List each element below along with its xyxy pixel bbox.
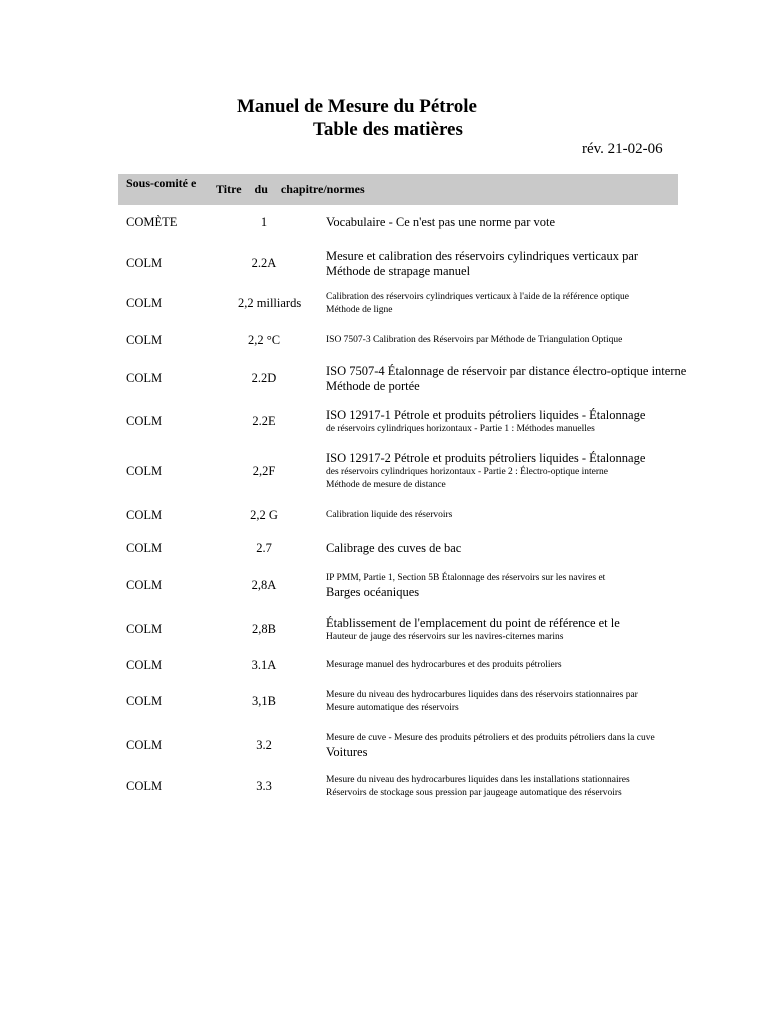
- chapter-title-line: Mesure du niveau des hydrocarbures liquides dans des réservoirs stationnaires par: [326, 690, 638, 700]
- document-title: Manuel de Mesure du Pétrole: [237, 96, 477, 117]
- subcommittee-cell: COLM: [126, 296, 163, 310]
- chapter-number-cell: 2.2A: [251, 256, 277, 270]
- chapter-number-cell: 3,1B: [252, 694, 276, 708]
- subcommittee-cell: COLM: [126, 332, 163, 347]
- chapter-number-cell: 3.2: [256, 738, 272, 752]
- chapter-number-cell: 2,2 G: [250, 507, 278, 522]
- table-header: [118, 174, 678, 205]
- chapter-number-cell: 2,2 °C: [247, 332, 281, 347]
- chapter-title-line: Mesure automatique des réservoirs: [326, 703, 459, 713]
- chapter-number-cell: 2,8A: [251, 578, 277, 592]
- chapter-title-cell: [326, 659, 676, 672]
- subcommittee-cell: COLM: [126, 414, 163, 428]
- chapter-title-line: Mesure et calibration des réservoirs cylindriques verticaux par: [326, 249, 639, 263]
- chapter-title-line: Méthode de strapage manuel: [326, 264, 471, 278]
- subcommittee-cell: COLM: [126, 578, 163, 592]
- chapter-number-cell: 2,8B: [252, 622, 276, 636]
- subcommittee-cell: COLM: [126, 463, 163, 478]
- chapter-title-line: Mesure de cuve - Mesure des produits pétroliers et des produits pétroliers dans la cuve: [326, 733, 655, 743]
- chapter-title-line: Hauteur de jauge des réservoirs sur les navires-citernes marins: [326, 632, 564, 642]
- chapter-title-cell: [326, 689, 676, 715]
- chapter-title-line: Mesure du niveau des hydrocarbures liquides dans les installations stationnaires: [326, 775, 630, 785]
- revision-date: rév. 21-02-06: [582, 141, 663, 157]
- chapter-title-line: ISO 12917-1 Pétrole et produits pétroliers liquides - Étalonnage: [326, 408, 646, 422]
- chapter-title-line: IP PMM, Partie 1, Section 5B Étalonnage des réservoirs sur les navires et: [326, 573, 606, 583]
- chapter-title-line: Calibration liquide des réservoirs: [326, 510, 453, 520]
- header-subcommittee: Sous-comité e: [126, 176, 197, 190]
- chapter-title-cell: [326, 616, 676, 644]
- chapter-title-cell: [326, 364, 687, 394]
- chapter-title-cell: [326, 408, 676, 436]
- subcommittee-cell: COLM: [126, 779, 163, 793]
- chapter-title-line: Réservoirs de stockage sous pression par jaugeage automatique des réservoirs: [326, 788, 622, 798]
- chapter-title-cell: [326, 334, 676, 347]
- chapter-title-cell: [326, 451, 676, 492]
- chapter-title-line: ISO 12917-2 Pétrole et produits pétroliers liquides - Étalonnage: [326, 451, 646, 465]
- document-subtitle: Table des matières: [313, 119, 463, 140]
- chapter-title-line: Méthode de ligne: [326, 305, 393, 315]
- chapter-title-line: Calibration des réservoirs cylindriques verticaux à l'aide de la référence optique: [326, 292, 629, 302]
- chapter-number-cell: 2,2 milliards: [238, 296, 302, 310]
- chapter-number-cell: 2.2E: [252, 414, 276, 428]
- subcommittee-cell: COLM: [126, 738, 163, 752]
- chapter-title-line: Méthode de portée: [326, 379, 420, 393]
- subcommittee-cell: COLM: [126, 256, 163, 270]
- chapter-title-cell: [326, 249, 676, 279]
- subcommittee-cell: COLM: [126, 657, 163, 672]
- chapter-number-cell: 3.3: [256, 779, 272, 793]
- chapter-number-cell: 2,2F: [252, 463, 276, 478]
- chapter-title-line: Établissement de l'emplacement du point de référence et le: [326, 616, 620, 630]
- chapter-title-cell: [326, 572, 676, 600]
- chapter-number-cell: 1: [260, 214, 268, 229]
- subcommittee-cell: COLM: [126, 540, 163, 555]
- chapter-title-line: de réservoirs cylindriques horizontaux - Partie 1 : Méthodes manuelles: [326, 424, 595, 434]
- chapter-title-line: Calibrage des cuves de bac: [326, 541, 462, 555]
- chapter-number-cell: 2.2D: [251, 371, 277, 385]
- chapter-title-line: ISO 7507-4 Étalonnage de réservoir par distance électro-optique interne: [326, 364, 687, 378]
- chapter-title-line: Voitures: [326, 745, 368, 759]
- chapter-title-line: Vocabulaire - Ce n'est pas une norme par vote: [326, 215, 556, 229]
- chapter-title-cell: [326, 732, 676, 760]
- subcommittee-cell: COLM: [126, 371, 163, 385]
- subcommittee-cell: COMÈTE: [126, 214, 178, 229]
- chapter-title-cell: [326, 774, 676, 800]
- chapter-title-line: Mesurage manuel des hydrocarbures et des produits pétroliers: [326, 660, 562, 670]
- chapter-title-cell: [326, 291, 676, 317]
- chapter-title-cell: [326, 541, 676, 556]
- subcommittee-cell: COLM: [126, 694, 163, 708]
- header-chapter-title: Titre du chapitre/normes: [216, 182, 365, 196]
- chapter-title-line: Méthode de mesure de distance: [326, 480, 446, 490]
- chapter-title-cell: [326, 215, 676, 230]
- chapter-number-cell: 3.1A: [251, 657, 277, 672]
- chapter-title-cell: [326, 509, 676, 522]
- chapter-title-line: ISO 7507-3 Calibration des Réservoirs par Méthode de Triangulation Optique: [326, 335, 623, 345]
- subcommittee-cell: COLM: [126, 622, 163, 636]
- chapter-number-cell: 2.7: [256, 540, 272, 555]
- chapter-title-line: des réservoirs cylindriques horizontaux - Partie 2 : Électro-optique interne: [326, 467, 609, 477]
- chapter-title-line: Barges océaniques: [326, 585, 420, 599]
- subcommittee-cell: COLM: [126, 507, 163, 522]
